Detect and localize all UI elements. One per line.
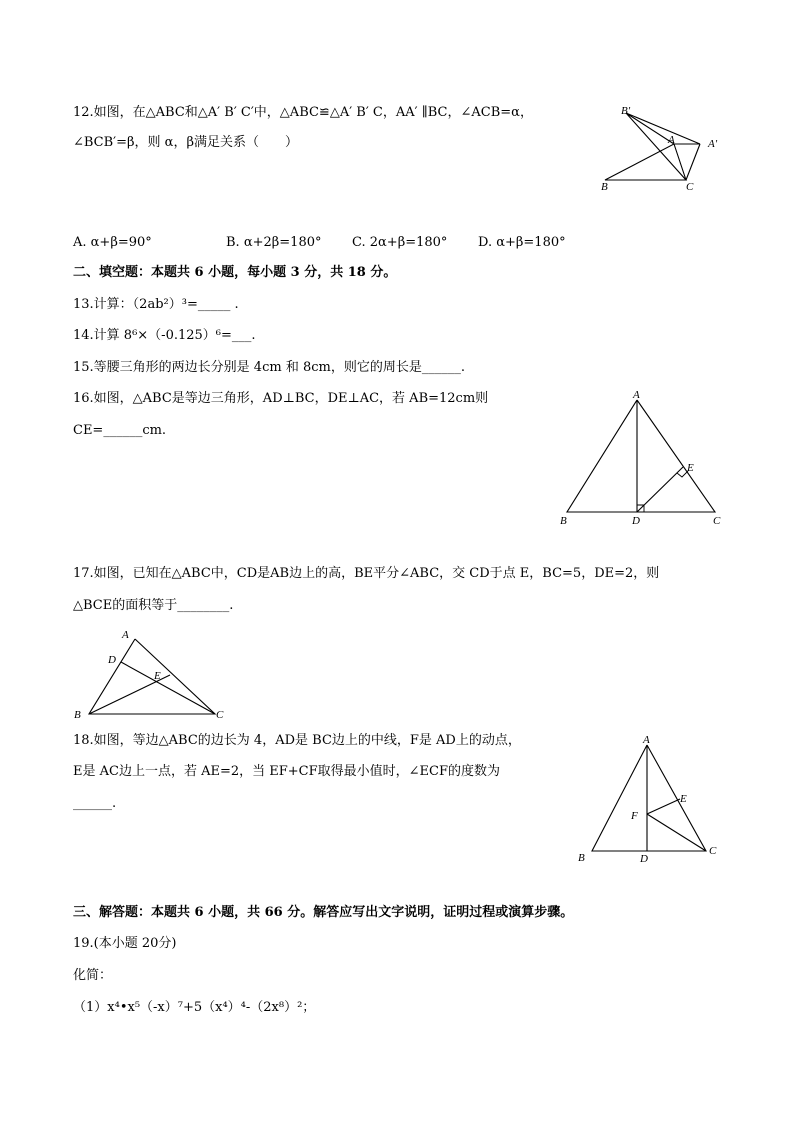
q17-line2: △BCE的面积等于________. xyxy=(73,598,234,613)
q14-text: 14.计算 8⁶×（-0.125）⁶=___. xyxy=(73,328,256,343)
q18-label-b: B xyxy=(578,852,585,864)
q12-triangle-edges xyxy=(605,113,686,180)
q12-segment-ac xyxy=(686,144,700,180)
q18-segment-fc xyxy=(647,814,706,851)
q12-label-bprime: B′ xyxy=(621,105,631,117)
q17-figure xyxy=(70,625,240,725)
q13-text: 13.计算：（2ab²）³=_____ . xyxy=(73,297,239,312)
q18-triangle-abc xyxy=(592,745,706,851)
q12-label-a: A xyxy=(668,134,675,146)
section2-title: 二、填空题：本题共 6 小题，每小题 3 分，共 18 分。 xyxy=(73,265,397,280)
q12-line1: 12.如图，在△ABC和△A′ B′ C′中，△ABC≌△A′ B′ C，AA′ ∥BC，∠ACB=α， xyxy=(73,105,533,120)
q18-label-e: E xyxy=(680,793,687,805)
q12-label-aprime: A′ xyxy=(708,138,718,150)
q16-line2: CE=______cm. xyxy=(73,423,167,438)
q18-label-f: F xyxy=(631,810,638,822)
q12-segment-ac2 xyxy=(674,144,686,180)
q12-option-a: A. α+β=90° xyxy=(73,235,152,250)
q17-label-b: B xyxy=(74,709,81,721)
q17-triangle-abc xyxy=(89,639,215,714)
q16-figure xyxy=(555,385,730,530)
q12-option-b: B. α+2β=180° xyxy=(226,235,322,250)
q17-line1: 17.如图，已知在△ABC中，CD是AB边上的高，BE平分∠ABC，交 CD于点 E，BC=5，DE=2，则 xyxy=(73,566,660,581)
q12-label-b: B xyxy=(601,181,608,193)
q16-label-e: E xyxy=(687,462,694,474)
q18-segment-fe xyxy=(647,799,680,814)
q19-header: 19.(本小题 20分) xyxy=(73,936,177,951)
q12-option-d: D. α+β=180° xyxy=(478,235,566,250)
q15-text: 15.等腰三角形的两边长分别是 4cm 和 8cm，则它的周长是______. xyxy=(73,360,465,375)
q12-option-c: C. 2α+β=180° xyxy=(352,235,448,250)
q18-label-a: A xyxy=(643,734,650,746)
q18-label-c: C xyxy=(709,845,717,857)
q17-label-d: D xyxy=(108,654,116,666)
q16-label-b: B xyxy=(560,515,567,527)
q18-line1: 18.如图，等边△ABC的边长为 4，AD是 BC边上的中线，F是 AD上的动点， xyxy=(73,733,521,748)
q12-segment-bb xyxy=(626,113,700,144)
q17-label-c: C xyxy=(216,709,224,721)
q17-label-a: A xyxy=(122,629,129,641)
q12-line2: ∠BCB′=β，则 α，β满足关系（ ） xyxy=(73,135,298,150)
q17-label-e: E xyxy=(154,670,161,682)
q18-line3: ______. xyxy=(73,796,117,811)
q18-line2: E是 AC边上一点，若 AE=2，当 EF+CF取得最小值时，∠ECF的度数为 xyxy=(73,764,500,779)
q18-figure xyxy=(570,730,730,870)
q16-triangle-abc xyxy=(567,400,715,512)
q12-figure xyxy=(590,100,730,200)
q18-label-d: D xyxy=(640,853,648,865)
q19-instruction: 化简： xyxy=(73,968,113,983)
q16-label-d: D xyxy=(632,515,640,527)
q12-label-c: C xyxy=(686,181,694,193)
q16-label-c: C xyxy=(713,515,721,527)
section3-title: 三、解答题：本题共 6 小题，共 66 分。解答应写出文字说明，证明过程或演算步骤。 xyxy=(73,905,574,920)
q19-part1: （1）x⁴•x⁵（-x）⁷+5（x⁴）⁴-（2x⁸）²； xyxy=(73,1000,316,1015)
q16-line1: 16.如图，△ABC是等边三角形，AD⊥BC，DE⊥AC，若 AB=12cm则 xyxy=(73,391,489,406)
q16-label-a: A xyxy=(633,389,640,401)
